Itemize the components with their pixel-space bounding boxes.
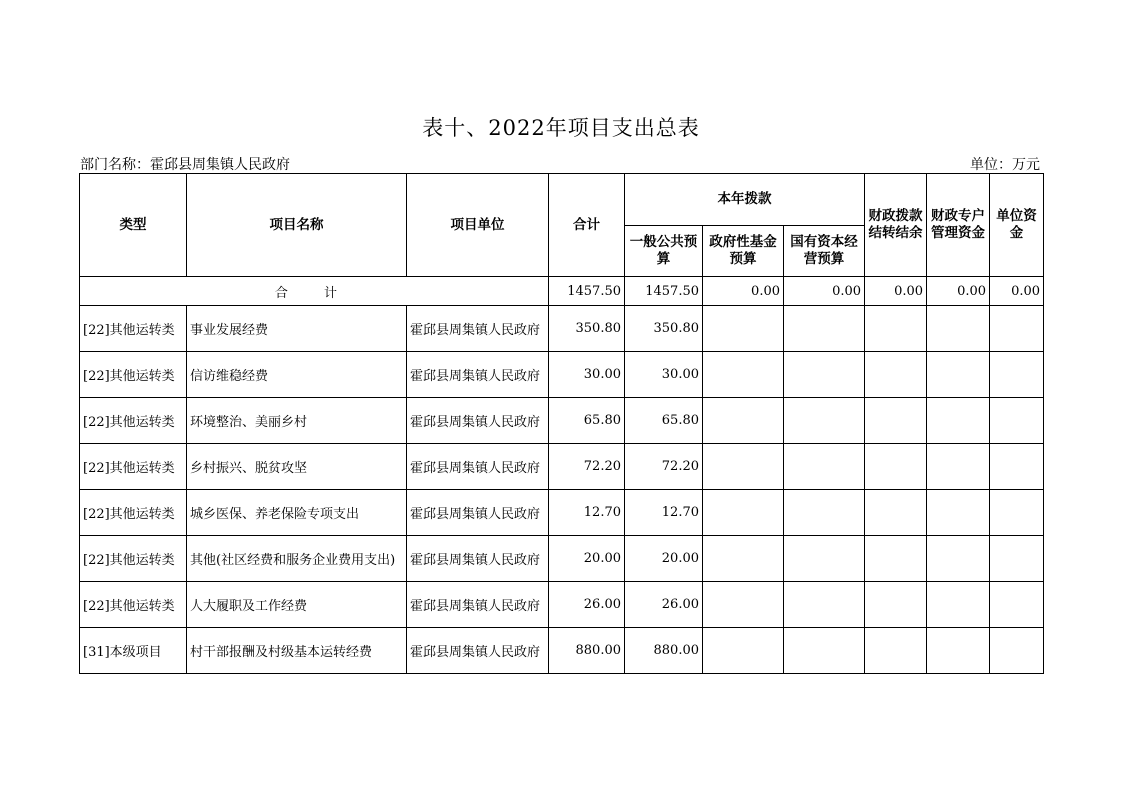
row-project-unit: 霍邱县周集镇人民政府 [407, 536, 549, 582]
row-unit-funds [990, 352, 1044, 398]
row-carryover [865, 536, 927, 582]
row-special-account [927, 536, 990, 582]
row-special-account [927, 352, 990, 398]
page-title: 表十、2022年项目支出总表 [422, 116, 700, 140]
header-current-year: 本年拨款 [625, 174, 865, 226]
row-carryover [865, 306, 927, 352]
row-type: [22]其他运转类 [80, 582, 187, 628]
row-project-unit: 霍邱县周集镇人民政府 [407, 444, 549, 490]
row-gov-fund [703, 444, 784, 490]
table-row [80, 582, 1044, 628]
row-state-capital [784, 352, 865, 398]
row-total: 26.00 [549, 582, 625, 628]
row-type: [22]其他运转类 [80, 306, 187, 352]
table-row [80, 306, 1044, 352]
header-special-account: 财政专户管理资金 [927, 174, 990, 277]
row-state-capital [784, 536, 865, 582]
total-special-account: 0.00 [927, 277, 990, 306]
table-row [80, 398, 1044, 444]
row-total: 65.80 [549, 398, 625, 444]
row-project-name: 事业发展经费 [187, 306, 407, 352]
row-general-budget: 72.20 [625, 444, 703, 490]
row-type: [22]其他运转类 [80, 398, 187, 444]
row-project-name: 乡村振兴、脱贫攻坚 [187, 444, 407, 490]
row-gov-fund [703, 582, 784, 628]
row-state-capital [784, 306, 865, 352]
row-state-capital [784, 490, 865, 536]
row-general-budget: 880.00 [625, 628, 703, 674]
row-gov-fund [703, 536, 784, 582]
row-total: 880.00 [549, 628, 625, 674]
row-unit-funds [990, 490, 1044, 536]
row-type: [22]其他运转类 [80, 352, 187, 398]
row-special-account [927, 398, 990, 444]
row-general-budget: 26.00 [625, 582, 703, 628]
row-total: 350.80 [549, 306, 625, 352]
row-gov-fund [703, 490, 784, 536]
row-project-name: 其他(社区经费和服务企业费用支出) [187, 536, 407, 582]
row-gov-fund [703, 352, 784, 398]
row-project-unit: 霍邱县周集镇人民政府 [407, 582, 549, 628]
header-type: 类型 [80, 174, 187, 277]
header-carryover: 财政拨款结转结余 [865, 174, 927, 277]
row-total: 20.00 [549, 536, 625, 582]
row-gov-fund [703, 628, 784, 674]
row-project-unit: 霍邱县周集镇人民政府 [407, 490, 549, 536]
row-project-unit: 霍邱县周集镇人民政府 [407, 352, 549, 398]
row-carryover [865, 490, 927, 536]
row-unit-funds [990, 628, 1044, 674]
row-project-unit: 霍邱县周集镇人民政府 [407, 398, 549, 444]
row-type: [22]其他运转类 [80, 444, 187, 490]
header-unit-funds: 单位资金 [990, 174, 1044, 277]
total-unit-funds: 0.00 [990, 277, 1044, 306]
header-project-unit: 项目单位 [407, 174, 549, 277]
row-project-name: 信访维稳经费 [187, 352, 407, 398]
row-carryover [865, 582, 927, 628]
row-unit-funds [990, 398, 1044, 444]
row-special-account [927, 490, 990, 536]
row-carryover [865, 398, 927, 444]
row-carryover [865, 352, 927, 398]
header-total: 合计 [549, 174, 625, 277]
table-row [80, 536, 1044, 582]
total-row [80, 277, 1044, 306]
total-gov-fund: 0.00 [703, 277, 784, 306]
row-state-capital [784, 582, 865, 628]
total-general-budget: 1457.50 [625, 277, 703, 306]
table-row [80, 490, 1044, 536]
row-unit-funds [990, 444, 1044, 490]
row-project-name: 城乡医保、养老保险专项支出 [187, 490, 407, 536]
row-total: 12.70 [549, 490, 625, 536]
row-carryover [865, 444, 927, 490]
header-state-capital: 国有资本经营预算 [784, 226, 865, 277]
row-total: 30.00 [549, 352, 625, 398]
row-gov-fund [703, 306, 784, 352]
total-carryover: 0.00 [865, 277, 927, 306]
table-row [80, 444, 1044, 490]
header-project-name: 项目名称 [187, 174, 407, 277]
row-project-name: 村干部报酬及村级基本运转经费 [187, 628, 407, 674]
row-state-capital [784, 628, 865, 674]
project-expenditure-table [79, 173, 1044, 674]
row-unit-funds [990, 582, 1044, 628]
row-general-budget: 12.70 [625, 490, 703, 536]
row-general-budget: 65.80 [625, 398, 703, 444]
row-type: [31]本级项目 [80, 628, 187, 674]
row-carryover [865, 628, 927, 674]
total-state-capital: 0.00 [784, 277, 865, 306]
row-unit-funds [990, 536, 1044, 582]
row-project-name: 环境整治、美丽乡村 [187, 398, 407, 444]
row-unit-funds [990, 306, 1044, 352]
currency-unit: 单位：万元 [970, 157, 1040, 173]
row-type: [22]其他运转类 [80, 490, 187, 536]
row-special-account [927, 444, 990, 490]
row-project-unit: 霍邱县周集镇人民政府 [407, 306, 549, 352]
row-gov-fund [703, 398, 784, 444]
table-row [80, 628, 1044, 674]
total-label: 合 计 [80, 277, 549, 306]
row-project-name: 人大履职及工作经费 [187, 582, 407, 628]
row-project-unit: 霍邱县周集镇人民政府 [407, 628, 549, 674]
row-type: [22]其他运转类 [80, 536, 187, 582]
row-state-capital [784, 398, 865, 444]
row-special-account [927, 306, 990, 352]
department-name: 部门名称：霍邱县周集镇人民政府 [80, 157, 290, 173]
table-row [80, 352, 1044, 398]
total-amount: 1457.50 [549, 277, 625, 306]
row-special-account [927, 582, 990, 628]
row-special-account [927, 628, 990, 674]
header-general-budget: 一般公共预算 [625, 226, 703, 277]
row-general-budget: 350.80 [625, 306, 703, 352]
row-general-budget: 30.00 [625, 352, 703, 398]
row-state-capital [784, 444, 865, 490]
row-general-budget: 20.00 [625, 536, 703, 582]
header-gov-fund: 政府性基金预算 [703, 226, 784, 277]
row-total: 72.20 [549, 444, 625, 490]
